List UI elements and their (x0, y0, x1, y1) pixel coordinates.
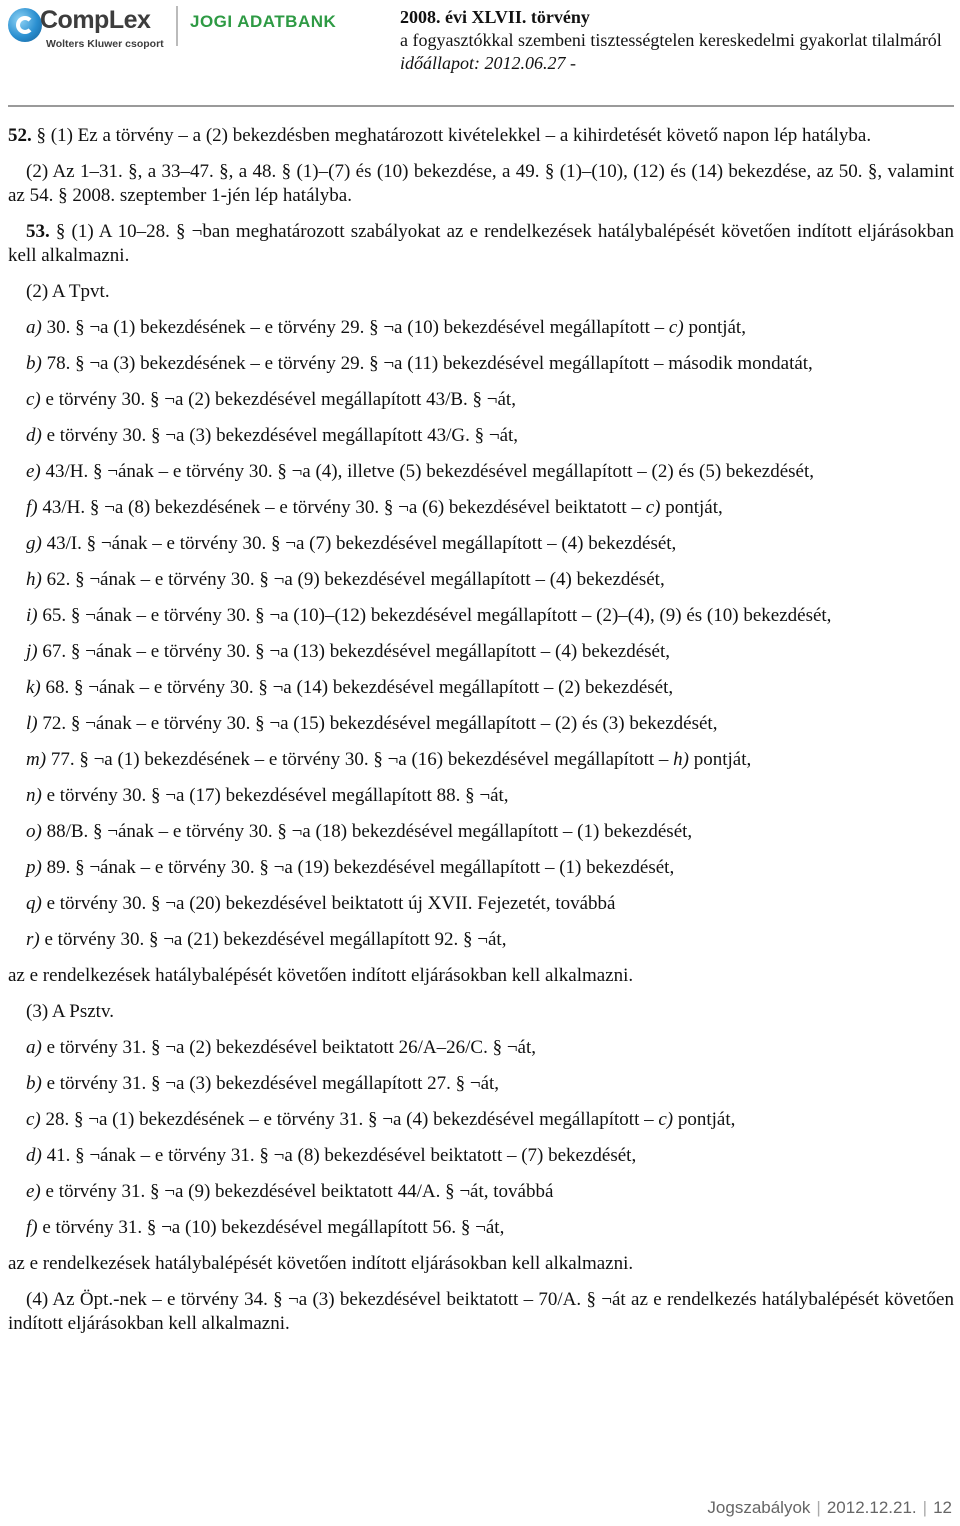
paragraph: az e rendelkezések hatálybalépését követően indított eljárásokban kell alkalmazni. (8, 1253, 634, 1274)
document-body (8, 124, 954, 1348)
page-footer (707, 1498, 952, 1518)
complex-logo (8, 6, 168, 52)
paragraph: m) 77. § ¬a (1) bekezdésének – e törvény 30. § ¬a (16) bekezdésével megállapított – h) pontját, (26, 749, 752, 770)
paragraph: az e rendelkezések hatálybalépését követően indított eljárásokban kell alkalmazni. (8, 965, 634, 986)
paragraph: g) 43/I. § ¬ának – e törvény 30. § ¬a (7) bekezdésével megállapított – (4) bekezdését, (26, 533, 677, 554)
jogi-adatbank-logo: JOGI ADATBANK (190, 12, 337, 31)
paragraph: j) 67. § ¬ának – e törvény 30. § ¬a (13) bekezdésével megállapított – (4) bekezdését, (26, 641, 670, 662)
paragraph: l) 72. § ¬ának – e törvény 30. § ¬a (15) bekezdésével megállapított – (2) és (3) bekezdését, (26, 713, 718, 734)
paragraph: f) 43/H. § ¬a (8) bekezdésének – e törvény 30. § ¬a (6) bekezdésével beiktatott – c) pontját, (26, 497, 723, 518)
paragraph: e) e törvény 31. § ¬a (9) bekezdésével beiktatott 44/A. § ¬át, továbbá (26, 1181, 554, 1202)
paragraph: d) 41. § ¬ának – e törvény 31. § ¬a (8) bekezdésével beiktatott – (7) bekezdését, (26, 1145, 637, 1166)
paragraph: (4) Az Öpt.-nek – e törvény 34. § ¬a (3) bekezdésével beiktatott – 70/A. § ¬át az e rendelkezés hatálybalépését követően indított eljárásokban kell alkalmazni. (8, 1289, 954, 1334)
paragraph: d) e törvény 30. § ¬a (3) bekezdésével megállapított 43/G. § ¬át, (26, 425, 519, 446)
paragraph: (2) A Tpvt. (26, 281, 110, 302)
paragraph: r) e törvény 30. § ¬a (21) bekezdésével megállapított 92. § ¬át, (26, 929, 507, 950)
paragraph: (2) Az 1–31. §, a 33–47. §, a 48. § (1)–(7) és (10) bekezdése, a 49. § (1)–(10), (12) és (14) bekezdése, az 50. §, valamint az 54. § 2008. szeptember 1-jén lép hatályba. (8, 161, 954, 206)
header-rule (8, 105, 954, 107)
footer-separator: | (816, 1498, 821, 1517)
paragraph: e) 43/H. § ¬ának – e törvény 30. § ¬a (4), illetve (5) bekezdésével megállapított – (2) és (5) bekezdését, (26, 461, 815, 482)
paragraph: 53. § (1) A 10–28. § ¬ban meghatározott szabályokat az e rendelkezések hatálybalépését követően indított eljárásokban kell alkalmazni. (8, 221, 954, 266)
paragraph: o) 88/B. § ¬ának – e törvény 30. § ¬a (18) bekezdésével megállapított – (1) bekezdését, (26, 821, 693, 842)
paragraph: p) 89. § ¬ának – e törvény 30. § ¬a (19) bekezdésével megállapított – (1) bekezdését, (26, 857, 675, 878)
paragraph: i) 65. § ¬ának – e törvény 30. § ¬a (10)–(12) bekezdésével megállapított – (2)–(4), (9) és (10) bekezdését, (26, 605, 832, 626)
paragraph: n) e törvény 30. § ¬a (17) bekezdésével megállapított 88. § ¬át, (26, 785, 509, 806)
effective-date: időállapot: 2012.06.27 - (400, 53, 576, 73)
footer-date: 2012.12.21. (826, 1498, 917, 1517)
complex-logo-name: CompLex (40, 6, 151, 34)
complex-logo-icon (8, 8, 42, 42)
paragraph: a) 30. § ¬a (1) bekezdésének – e törvény 29. § ¬a (10) bekezdésével megállapított – c) pontját, (26, 317, 746, 338)
page-number: 12 (933, 1498, 952, 1517)
paragraph: a) e törvény 31. § ¬a (2) bekezdésével beiktatott 26/A–26/C. § ¬át, (26, 1037, 537, 1058)
paragraph: 52. § (1) Ez a törvény – a (2) bekezdésben meghatározott kivételekkel – a kihirdetését követő napon lép hatályba. (8, 125, 872, 146)
paragraph: c) 28. § ¬a (1) bekezdésének – e törvény 31. § ¬a (4) bekezdésével megállapított – c) pontját, (26, 1109, 736, 1130)
paragraph: b) 78. § ¬a (3) bekezdésének – e törvény 29. § ¬a (11) bekezdésével megállapított – második mondatát, (26, 353, 813, 374)
page-header (0, 0, 960, 110)
footer-separator: | (922, 1498, 928, 1517)
paragraph: f) e törvény 31. § ¬a (10) bekezdésével megállapított 56. § ¬át, (26, 1217, 505, 1238)
paragraph: q) e törvény 30. § ¬a (20) bekezdésével beiktatott új XVII. Fejezetét, továbbá (26, 893, 616, 914)
logo-divider (176, 6, 178, 46)
paragraph: b) e törvény 31. § ¬a (3) bekezdésével megállapított 27. § ¬át, (26, 1073, 500, 1094)
footer-source: Jogszabályok (707, 1498, 811, 1517)
law-title: 2008. évi XLVII. törvény (400, 7, 590, 27)
paragraph: h) 62. § ¬ának – e törvény 30. § ¬a (9) bekezdésével megállapított – (4) bekezdését, (26, 569, 665, 590)
paragraph: k) 68. § ¬ának – e törvény 30. § ¬a (14) bekezdésével megállapított – (2) bekezdését, (26, 677, 674, 698)
paragraph: c) e törvény 30. § ¬a (2) bekezdésével megállapított 43/B. § ¬át, (26, 389, 516, 410)
paragraph: (3) A Psztv. (26, 1001, 114, 1022)
law-subtitle: a fogyasztókkal szembeni tisztességtelen kereskedelmi gyakorlat tilalmáról (400, 30, 942, 50)
header-text (400, 6, 956, 75)
complex-logo-subtitle: Wolters Kluwer csoport (46, 38, 164, 50)
